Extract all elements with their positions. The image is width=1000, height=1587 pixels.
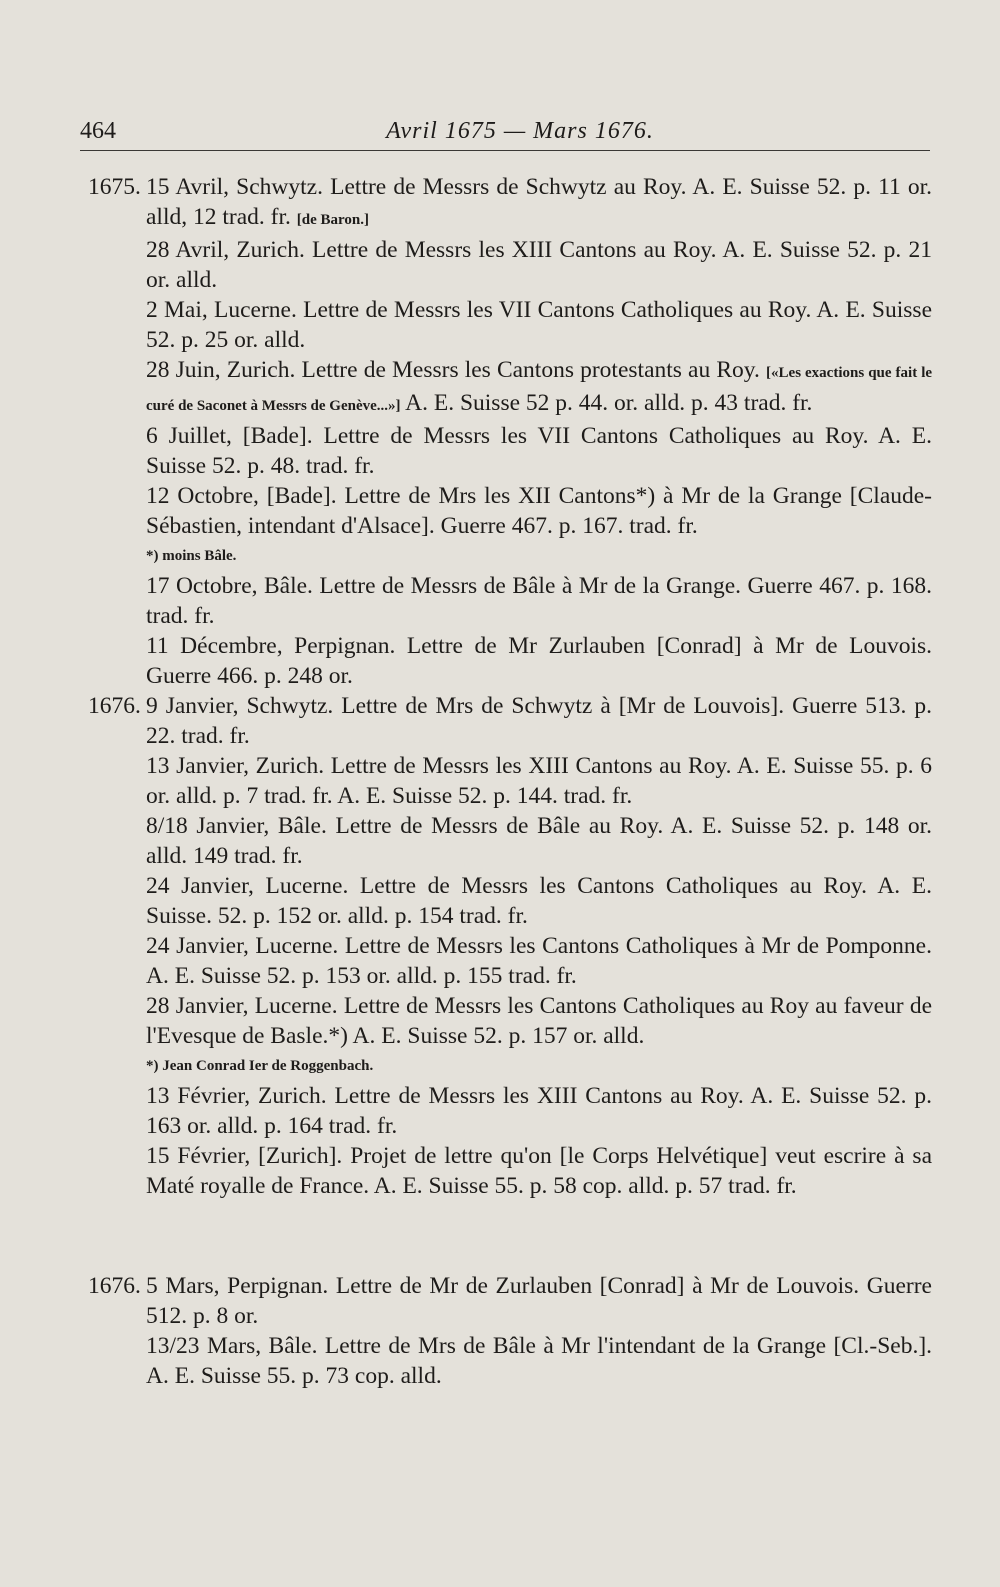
entry-place: 28 Janvier, Lucerne. xyxy=(146,993,338,1019)
entry xyxy=(0,871,1000,931)
entry xyxy=(0,931,1000,991)
entry xyxy=(0,421,1000,481)
entry-place: 15 Avril, Schwytz. xyxy=(146,174,323,200)
entry-place: 11 Décembre, Perpignan. xyxy=(146,633,396,659)
entry xyxy=(0,1141,1000,1201)
entry xyxy=(0,991,1000,1051)
entry-text: Lettre de Mrs les XII Cantons*) à Mr de la Grange [Claude-Sébastien, intendant d'Alsace]. Guerre 467. p. 167. trad. fr. xyxy=(146,483,932,539)
page-header xyxy=(80,112,930,152)
entry-text: Lettre de Messrs les Cantons Catholiques à Mr de Pomponne. A. E. Suisse 52. p. 153 or. alld. p. 155 trad. fr. xyxy=(146,933,932,989)
entry-text: Lettre de Messrs les Cantons Catholiques au Roy. A. E. Suisse. 52. p. 152 or. alld. p. 154 trad. fr. xyxy=(146,873,932,929)
entry-place: 6 Juillet, [Bade]. xyxy=(146,423,313,449)
entry xyxy=(0,481,1000,541)
entry xyxy=(0,811,1000,871)
entry-year: 1676. xyxy=(88,693,141,719)
entry-text: Lettre de Messrs les XIII Cantons au Roy. A. E. Suisse 55. p. 6 or. alld. p. 7 trad. fr. A. E. Suisse 52. p. 144. trad. fr. xyxy=(146,753,932,809)
section-gap xyxy=(0,1201,1000,1271)
entry xyxy=(0,1331,1000,1391)
footnote: *) moins Bâle. xyxy=(146,548,237,564)
entry xyxy=(0,631,1000,691)
entry-text: Lettre de Messrs les XIII Cantons au Roy. A. E. Suisse 52. p. 21 or. alld. xyxy=(146,237,932,293)
entry-text: Lettre de Messrs les Cantons Catholiques au Roy au faveur de l'Evesque de Basle.*) A. E. Suisse 52. p. 157 or. alld. xyxy=(146,993,932,1049)
entry xyxy=(0,751,1000,811)
entry xyxy=(0,172,1000,235)
footnote: *) Jean Conrad Ier de Roggenbach. xyxy=(146,1058,374,1074)
entry-text: Lettre de Messrs de Schwytz au Roy. A. E. Suisse 52. p. 11 or. alld, 12 trad. fr. xyxy=(146,174,933,230)
entry-place: 12 Octobre, [Bade]. xyxy=(146,483,337,509)
entries-list xyxy=(0,172,1000,1391)
entry xyxy=(0,295,1000,355)
entry-place: 5 Mars, Perpignan. xyxy=(146,1273,329,1299)
entry-place: 13 Janvier, Zurich. xyxy=(146,753,325,779)
entry-text-continued: A. E. Suisse 52 p. 44. or. alld. p. 43 trad. fr. xyxy=(405,390,813,416)
entry-place: 24 Janvier, Lucerne. xyxy=(146,933,339,959)
entry xyxy=(0,571,1000,631)
entry-note: [«Les exactions que fait le curé de Saconet à Messrs de Genève...»] xyxy=(146,365,933,414)
entry-place: 8/18 Janvier, Bâle. xyxy=(146,813,327,839)
entry xyxy=(0,235,1000,295)
entry-text: Lettre de Messrs de Bâle à Mr de la Grange. Guerre 467. p. 168. trad. fr. xyxy=(146,573,932,629)
entry-text: Lettre de Mrs de Schwytz à [Mr de Louvois]. Guerre 513. p. 22. trad. fr. xyxy=(146,693,932,749)
entry-year: 1675. xyxy=(88,174,141,200)
entry-text: Lettre de Messrs les VII Cantons Catholiques au Roy. A. E. Suisse 52. p. 48. trad. fr. xyxy=(146,423,932,479)
entry xyxy=(0,1081,1000,1141)
entry xyxy=(0,691,1000,751)
page-number: 464 xyxy=(80,118,116,144)
entry-text: Lettre de Messrs de Bâle au Roy. A. E. Suisse 52. p. 148 or. alld. 149 trad. fr. xyxy=(146,813,933,869)
entry-year: 1676. xyxy=(88,1273,141,1299)
entry-place: 15 Février, [Zurich]. xyxy=(146,1143,343,1169)
entry-place: 24 Janvier, Lucerne. xyxy=(146,873,349,899)
entry-text: Lettre de Mr de Zurlauben [Conrad] à Mr de Louvois. Guerre 512. p. 8 or. xyxy=(146,1273,932,1329)
entry-text: Lettre de Messrs les XIII Cantons au Roy. A. E. Suisse 52. p. 163 or. alld. p. 164 trad. fr. xyxy=(146,1083,933,1139)
entry-place: 28 Juin, Zurich. xyxy=(146,357,296,383)
running-title: Avril 1675 — Mars 1676. xyxy=(386,118,654,144)
entry-text: Projet de lettre qu'on [le Corps Helvétique] veut escrire à sa Maté royalle de France. A. E. Suisse 55. p. 58 cop. alld. p. 57 trad. fr. xyxy=(146,1143,932,1199)
entry-place: 28 Avril, Zurich. xyxy=(146,237,305,263)
entry-text: Lettre de Messrs les Cantons protestants au Roy. xyxy=(301,357,760,383)
header-rule xyxy=(80,150,930,151)
entry-text: Lettre de Messrs les VII Cantons Catholiques au Roy. A. E. Suisse 52. p. 25 or. alld. xyxy=(146,297,933,353)
entry-place: 17 Octobre, Bâle. xyxy=(146,573,313,599)
entry-note: [de Baron.] xyxy=(296,212,369,228)
entry-place: 2 Mai, Lucerne. xyxy=(146,297,297,323)
entry xyxy=(0,1271,1000,1331)
entry xyxy=(0,355,1000,421)
entry-place: 13/23 Mars, Bâle. xyxy=(146,1333,318,1359)
entry-text: Lettre de Mr Zurlauben [Conrad] à Mr de Louvois. Guerre 466. p. 248 or. xyxy=(146,633,932,689)
entry-place: 9 Janvier, Schwytz. xyxy=(146,693,334,719)
entry-text: Lettre de Mrs de Bâle à Mr l'intendant de la Grange [Cl.-Seb.]. A. E. Suisse 55. p. 73 cop. alld. xyxy=(146,1333,933,1389)
entry-place: 13 Février, Zurich. xyxy=(146,1083,327,1109)
